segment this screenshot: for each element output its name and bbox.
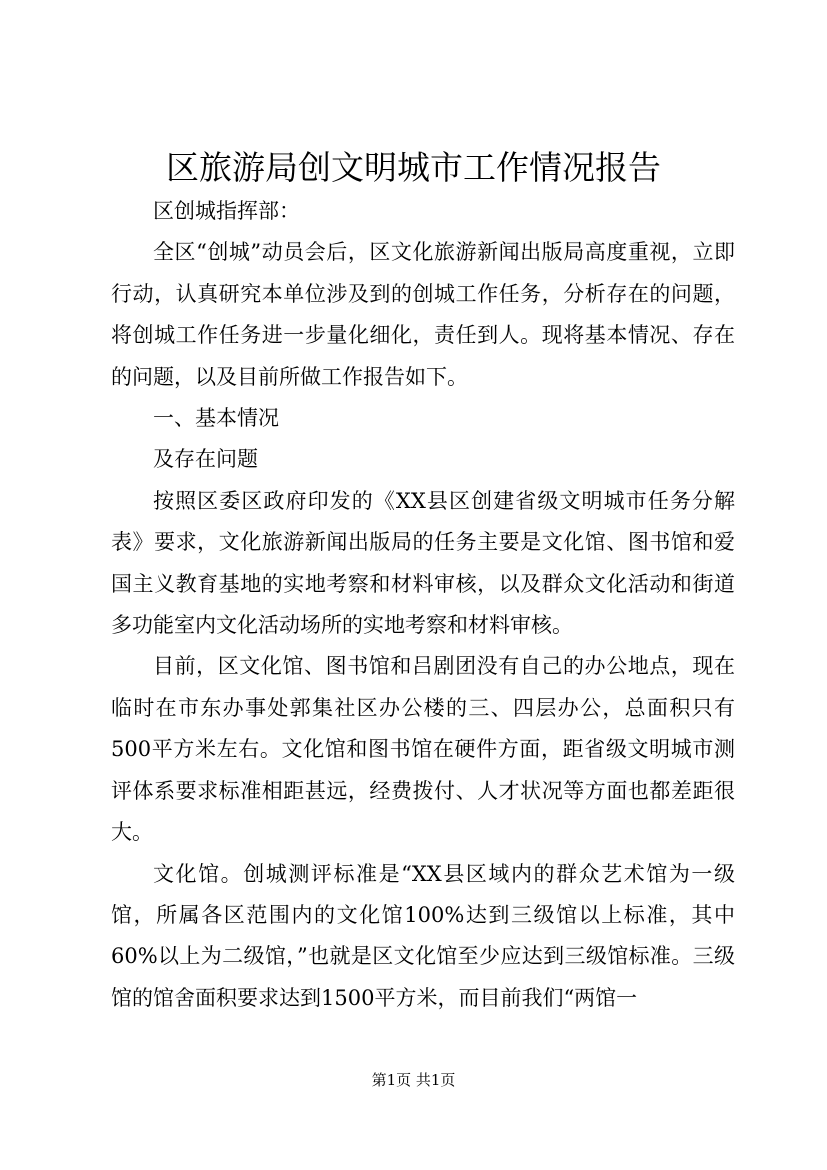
- section-subheading: 及存在问题: [153, 447, 258, 472]
- document-body: [111, 191, 735, 1019]
- salutation-paragraph: 区创城指挥部：: [153, 199, 300, 223]
- section-heading: 一、基本情况: [153, 406, 279, 431]
- current-status-paragraph: 目前，区文化馆、图书馆和吕剧团没有自己的办公地点，现在临时在市东办事处郭集社区办公楼的三、四层办公，总面积只有500平方米左右。文化馆和图书馆在硬件方面，距省级文明城市测评体系要求标准相距甚远，经费拨付、人才状况等方面也都差距很大。: [111, 654, 735, 845]
- page-number-footer: 第1页 共1页: [371, 1071, 456, 1089]
- intro-paragraph: 全区“创城”动员会后，区文化旅游新闻出版局高度重视，立即行动，认真研究本单位涉及到的创城工作任务，分析存在的问题，将创城工作任务进一步量化细化，责任到人。现将基本情况、存在的问题，以及目前所做工作报告如下。: [111, 240, 735, 389]
- task-paragraph: 按照区委区政府印发的《XX县区创建省级文明城市任务分解表》要求，文化旅游新闻出版局的任务主要是文化馆、图书馆和爱国主义教育基地的实地考察和材料审核，以及群众文化活动和街道多功能室内文化活动场所的实地考察和材料审核。: [111, 488, 735, 638]
- document-title: 区旅游局创文明城市工作情况报告: [166, 148, 661, 187]
- culture-center-paragraph: 文化馆。创城测评标准是“XX县区域内的群众艺术馆为一级馆，所属各区范围内的文化馆100%达到三级馆以上标准，其中60%以上为二级馆，”也就是区文化馆至少应达到三级馆标准。三级馆的馆舍面积要求达到1500平方米，而目前我们“两馆一: [111, 861, 735, 1010]
